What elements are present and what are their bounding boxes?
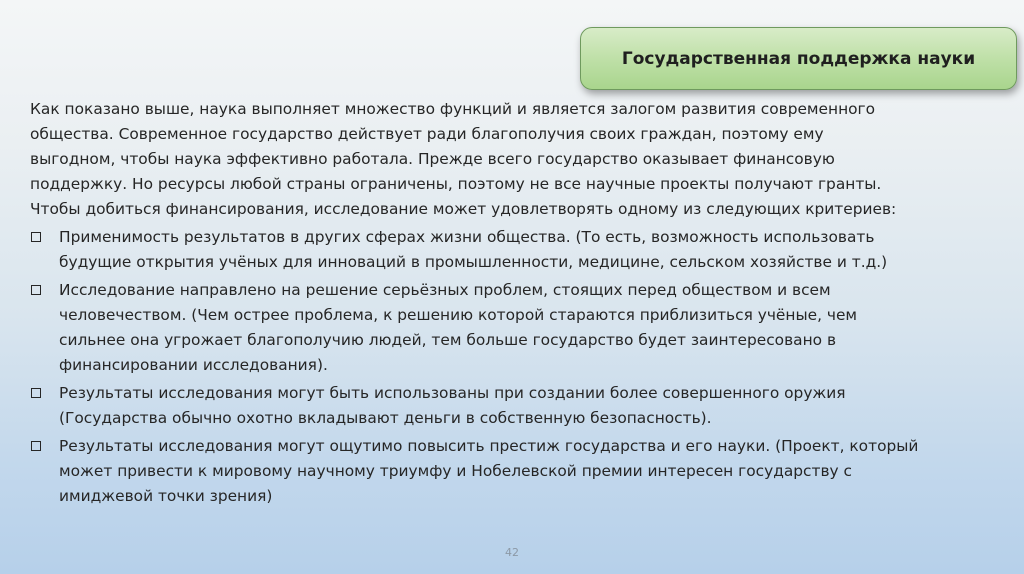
page-number: 42 bbox=[505, 546, 519, 559]
checkbox-bullet-icon bbox=[31, 285, 41, 295]
checkbox-bullet-icon bbox=[31, 388, 41, 398]
intro-paragraph bbox=[30, 97, 1015, 222]
criteria-line: финансировании исследования). bbox=[59, 356, 328, 374]
criteria-item bbox=[30, 434, 1015, 509]
criteria-item bbox=[30, 225, 1015, 275]
criteria-line: сильнее она угрожает благополучию людей, тем больше государство будет заинтересовано в bbox=[59, 331, 837, 349]
intro-line: Как показано выше, наука выполняет множество функций и является залогом развития современного bbox=[30, 100, 876, 118]
criteria-line: Исследование направлено на решение серьёзных проблем, стоящих перед обществом и всем bbox=[59, 281, 831, 299]
criteria-item bbox=[30, 278, 1015, 378]
title-box bbox=[580, 27, 1017, 90]
criteria-line: (Государства обычно охотно вкладывают деньги в собственную безопасность). bbox=[59, 409, 712, 427]
checkbox-bullet-icon bbox=[31, 441, 41, 451]
criteria-list bbox=[30, 225, 1015, 509]
criteria-line: Применимость результатов в других сферах жизни общества. (То есть, возможность использовать bbox=[59, 228, 875, 246]
criteria-line: человечеством. (Чем острее проблема, к решению которой стараются приблизиться учёные, чем bbox=[59, 306, 858, 324]
intro-line: Чтобы добиться финансирования, исследование может удовлетворять одному из следующих критериев: bbox=[30, 200, 897, 218]
criteria-line: будущие открытия учёных для инноваций в промышленности, медицине, сельском хозяйстве и т.д.) bbox=[59, 253, 888, 271]
criteria-line: может привести к мировому научному триумфу и Нобелевской премии интересен государству с bbox=[59, 462, 852, 480]
slide-title: Государственная поддержка науки bbox=[621, 48, 976, 69]
intro-line: выгодном, чтобы наука эффективно работала. Прежде всего государство оказывает финансовую bbox=[30, 150, 835, 168]
intro-line: общества. Современное государство действует ради благополучия своих граждан, поэтому ему bbox=[30, 125, 824, 143]
criteria-line: имиджевой точки зрения) bbox=[59, 487, 273, 505]
slide-content bbox=[30, 97, 1015, 509]
criteria-line: Результаты исследования могут ощутимо повысить престиж государства и его науки. (Проект, который bbox=[59, 437, 919, 455]
checkbox-bullet-icon bbox=[31, 232, 41, 242]
criteria-line: Результаты исследования могут быть использованы при создании более совершенного оружия bbox=[59, 384, 846, 402]
intro-line: поддержку. Но ресурсы любой страны ограничены, поэтому не все научные проекты получают гранты. bbox=[30, 175, 882, 193]
criteria-item bbox=[30, 381, 1015, 431]
